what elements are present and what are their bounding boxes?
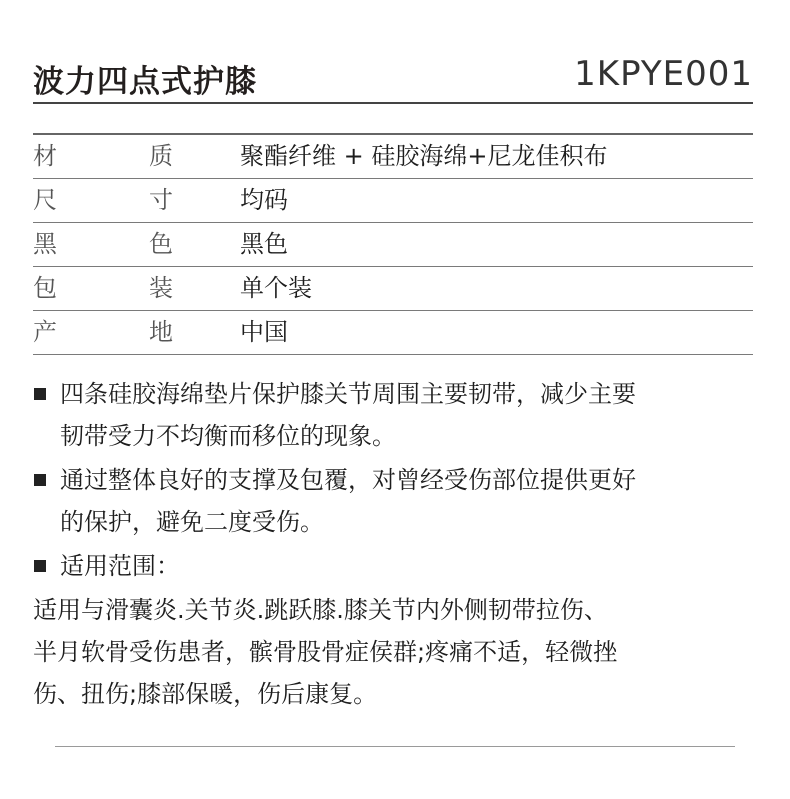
- usage-detail: 适用与滑囊炎.关节炎.跳跃膝.膝关节内外侧韧带拉伤、 半月软骨受伤患者，髌骨股骨症侯群;疼痛不适，轻微挫 伤、扭伤;膝部保暖，伤后康复。: [33, 596, 618, 708]
- model-number: 1KPYE001: [574, 54, 753, 94]
- feature-text: 通过整体良好的支撑及包覆，对曾经受伤部位提供更好 的保护，避免二度受伤。: [60, 466, 636, 536]
- spec-label-char1: 黑: [33, 230, 57, 258]
- spec-value: 聚酯纤维 + 硅胶海绵+尼龙佳积布: [240, 142, 608, 170]
- spec-label-char2: 装: [149, 274, 173, 302]
- spec-row-origin: [33, 311, 753, 355]
- square-bullet-icon: [34, 560, 46, 572]
- spec-label-char2: 色: [149, 230, 173, 258]
- spec-label-char2: 质: [149, 142, 173, 170]
- square-bullet-icon: [34, 388, 46, 400]
- product-title: 波力四点式护膝: [33, 64, 257, 100]
- feature-item-usage: [33, 545, 763, 587]
- spec-row-material: [33, 135, 753, 179]
- spec-value: 黑色: [240, 230, 288, 258]
- spec-value: 单个装: [240, 274, 312, 302]
- spec-row-color: [33, 223, 753, 267]
- spec-table: [33, 133, 753, 355]
- spec-value: 中国: [240, 318, 288, 346]
- feature-text: 四条硅胶海绵垫片保护膝关节周围主要韧带，减少主要 韧带受力不均衡而移位的现象。: [60, 380, 636, 450]
- spec-label-char1: 材: [33, 142, 57, 170]
- spec-row-packaging: [33, 267, 753, 311]
- spec-label-char1: 产: [33, 318, 57, 346]
- feature-item: [33, 459, 763, 543]
- spec-label-char1: 包: [33, 274, 57, 302]
- square-bullet-icon: [34, 474, 46, 486]
- page-header: [33, 52, 753, 104]
- bottom-divider: [55, 746, 735, 747]
- spec-value: 均码: [240, 186, 288, 214]
- feature-item: [33, 373, 763, 457]
- feature-list: [33, 373, 763, 715]
- spec-row-size: [33, 179, 753, 223]
- usage-heading: 适用范围：: [60, 552, 180, 580]
- spec-label-char2: 寸: [149, 186, 173, 214]
- spec-label-char2: 地: [149, 318, 173, 346]
- spec-label-char1: 尺: [33, 186, 57, 214]
